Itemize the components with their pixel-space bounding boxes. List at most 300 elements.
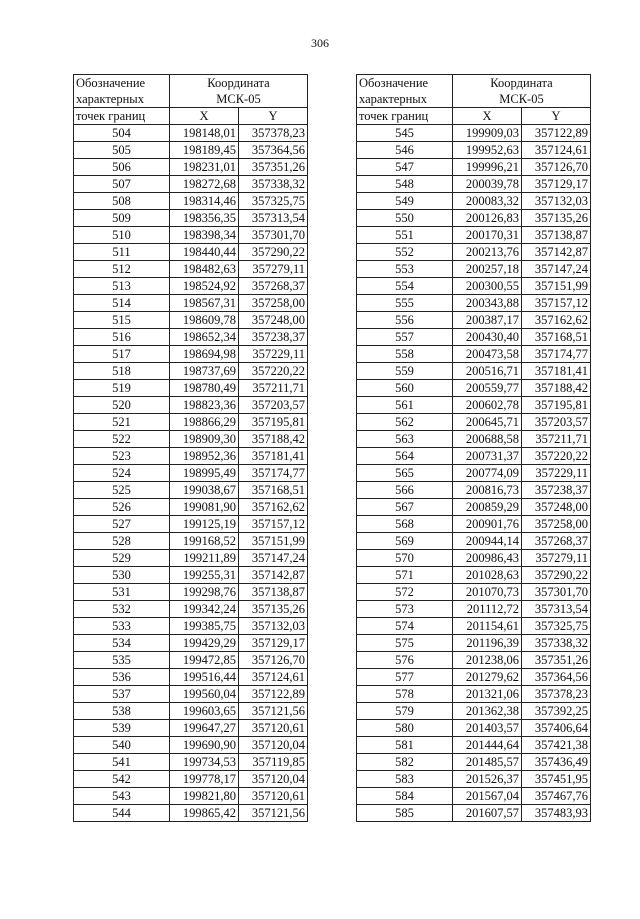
x-coordinate-cell: 199821,80 xyxy=(170,788,239,805)
point-id-cell: 573 xyxy=(357,601,453,618)
point-id-cell: 540 xyxy=(74,737,170,754)
point-id-cell: 538 xyxy=(74,703,170,720)
table-row xyxy=(357,635,591,652)
x-column-header: X xyxy=(170,108,239,125)
point-id-cell: 566 xyxy=(357,482,453,499)
table-row xyxy=(357,737,591,754)
y-coordinate-cell: 357290,22 xyxy=(239,244,308,261)
x-coordinate-cell: 199516,44 xyxy=(170,669,239,686)
point-id-cell: 558 xyxy=(357,346,453,363)
x-coordinate-cell: 198148,01 xyxy=(170,125,239,142)
y-coordinate-cell: 357120,04 xyxy=(239,737,308,754)
y-coordinate-cell: 357229,11 xyxy=(522,465,591,482)
y-coordinate-cell: 357301,70 xyxy=(239,227,308,244)
point-id-cell: 539 xyxy=(74,720,170,737)
x-coordinate-cell: 200516,71 xyxy=(453,363,522,380)
y-coordinate-cell: 357174,77 xyxy=(522,346,591,363)
x-coordinate-cell: 200387,17 xyxy=(453,312,522,329)
x-coordinate-cell: 199865,42 xyxy=(170,805,239,822)
point-id-cell: 544 xyxy=(74,805,170,822)
table-row xyxy=(74,754,308,771)
y-coordinate-cell: 357188,42 xyxy=(522,380,591,397)
point-id-cell: 549 xyxy=(357,193,453,210)
y-coordinate-cell: 357238,37 xyxy=(239,329,308,346)
table-row xyxy=(74,244,308,261)
table-row xyxy=(357,669,591,686)
table-row xyxy=(74,346,308,363)
y-coordinate-cell: 357220,22 xyxy=(239,363,308,380)
y-coordinate-cell: 357338,32 xyxy=(522,635,591,652)
coordinate-group-header xyxy=(453,75,591,108)
y-coordinate-cell: 357338,32 xyxy=(239,176,308,193)
y-coordinate-cell: 357120,04 xyxy=(239,771,308,788)
x-coordinate-cell: 201238,06 xyxy=(453,652,522,669)
table-row xyxy=(74,686,308,703)
table-row xyxy=(74,771,308,788)
x-coordinate-cell: 199560,04 xyxy=(170,686,239,703)
x-coordinate-cell: 199211,89 xyxy=(170,550,239,567)
point-id-cell: 513 xyxy=(74,278,170,295)
x-coordinate-cell: 198482,63 xyxy=(170,261,239,278)
point-id-cell: 520 xyxy=(74,397,170,414)
y-coordinate-cell: 357351,26 xyxy=(239,159,308,176)
point-id-cell: 514 xyxy=(74,295,170,312)
y-coordinate-cell: 357142,87 xyxy=(239,567,308,584)
x-coordinate-cell: 201567,04 xyxy=(453,788,522,805)
y-coordinate-cell: 357157,12 xyxy=(522,295,591,312)
y-coordinate-cell: 357126,70 xyxy=(239,652,308,669)
x-coordinate-cell: 198823,36 xyxy=(170,397,239,414)
x-coordinate-cell: 199342,24 xyxy=(170,601,239,618)
table-row xyxy=(357,465,591,482)
x-coordinate-cell: 200126,83 xyxy=(453,210,522,227)
y-coordinate-cell: 357378,23 xyxy=(522,686,591,703)
table-row xyxy=(74,312,308,329)
point-id-cell: 581 xyxy=(357,737,453,754)
point-id-cell: 533 xyxy=(74,618,170,635)
y-coordinate-cell: 357378,23 xyxy=(239,125,308,142)
point-id-cell: 526 xyxy=(74,499,170,516)
point-id-cell: 519 xyxy=(74,380,170,397)
point-id-cell: 536 xyxy=(74,669,170,686)
y-coordinate-cell: 357351,26 xyxy=(522,652,591,669)
label-line-3: точек границ xyxy=(74,108,170,125)
point-id-cell: 569 xyxy=(357,533,453,550)
point-id-cell: 585 xyxy=(357,805,453,822)
y-coordinate-cell: 357188,42 xyxy=(239,431,308,448)
label-line-2: характерных xyxy=(359,92,427,106)
y-coordinate-cell: 357138,87 xyxy=(239,584,308,601)
table-row xyxy=(357,414,591,431)
y-coordinate-cell: 357258,00 xyxy=(239,295,308,312)
table-row xyxy=(357,159,591,176)
y-coordinate-cell: 357313,54 xyxy=(239,210,308,227)
y-coordinate-cell: 357138,87 xyxy=(522,227,591,244)
table-row xyxy=(74,499,308,516)
y-coordinate-cell: 357147,24 xyxy=(239,550,308,567)
point-id-cell: 568 xyxy=(357,516,453,533)
x-coordinate-cell: 198189,45 xyxy=(170,142,239,159)
table-row xyxy=(74,227,308,244)
coordinate-group-header xyxy=(170,75,308,108)
y-coordinate-cell: 357119,85 xyxy=(239,754,308,771)
x-coordinate-cell: 200473,58 xyxy=(453,346,522,363)
point-id-cell: 518 xyxy=(74,363,170,380)
y-coordinate-cell: 357124,61 xyxy=(522,142,591,159)
x-coordinate-cell: 199081,90 xyxy=(170,499,239,516)
y-coordinate-cell: 357142,87 xyxy=(522,244,591,261)
point-id-cell: 508 xyxy=(74,193,170,210)
point-id-cell: 552 xyxy=(357,244,453,261)
table-row xyxy=(357,448,591,465)
table-row xyxy=(357,397,591,414)
point-id-cell: 548 xyxy=(357,176,453,193)
table-row xyxy=(357,703,591,720)
point-id-cell: 535 xyxy=(74,652,170,669)
table-row xyxy=(357,618,591,635)
x-coordinate-cell: 199690,90 xyxy=(170,737,239,754)
y-column-header: Y xyxy=(522,108,591,125)
y-coordinate-cell: 357126,70 xyxy=(522,159,591,176)
point-id-cell: 542 xyxy=(74,771,170,788)
x-coordinate-cell: 200774,09 xyxy=(453,465,522,482)
y-coordinate-cell: 357162,62 xyxy=(522,312,591,329)
table-row xyxy=(74,448,308,465)
y-coordinate-cell: 357211,71 xyxy=(522,431,591,448)
y-coordinate-cell: 357157,12 xyxy=(239,516,308,533)
x-coordinate-cell: 199909,03 xyxy=(453,125,522,142)
x-coordinate-cell: 201444,64 xyxy=(453,737,522,754)
table-row xyxy=(74,618,308,635)
point-id-cell: 507 xyxy=(74,176,170,193)
table-row xyxy=(357,278,591,295)
label-line-1: Обозначение xyxy=(359,76,429,90)
table-row xyxy=(357,533,591,550)
group-line-2: МСК-05 xyxy=(499,92,544,106)
x-coordinate-cell: 199385,75 xyxy=(170,618,239,635)
x-coordinate-cell: 198652,34 xyxy=(170,329,239,346)
table-row xyxy=(357,295,591,312)
x-coordinate-cell: 200213,76 xyxy=(453,244,522,261)
point-id-cell: 550 xyxy=(357,210,453,227)
y-coordinate-cell: 357162,62 xyxy=(239,499,308,516)
y-coordinate-cell: 357325,75 xyxy=(239,193,308,210)
point-id-cell: 554 xyxy=(357,278,453,295)
x-coordinate-cell: 201321,06 xyxy=(453,686,522,703)
y-coordinate-cell: 357120,61 xyxy=(239,720,308,737)
y-coordinate-cell: 357258,00 xyxy=(522,516,591,533)
x-coordinate-cell: 199647,27 xyxy=(170,720,239,737)
point-id-cell: 506 xyxy=(74,159,170,176)
table-row xyxy=(357,142,591,159)
table-row xyxy=(74,261,308,278)
x-coordinate-cell: 201154,61 xyxy=(453,618,522,635)
point-id-cell: 560 xyxy=(357,380,453,397)
point-id-cell: 563 xyxy=(357,431,453,448)
table-row xyxy=(74,482,308,499)
x-coordinate-cell: 200645,71 xyxy=(453,414,522,431)
point-id-cell: 525 xyxy=(74,482,170,499)
x-coordinate-cell: 201485,57 xyxy=(453,754,522,771)
point-id-cell: 574 xyxy=(357,618,453,635)
x-coordinate-cell: 199603,65 xyxy=(170,703,239,720)
point-id-cell: 505 xyxy=(74,142,170,159)
table-row xyxy=(74,635,308,652)
point-id-cell: 570 xyxy=(357,550,453,567)
table-row xyxy=(74,278,308,295)
y-coordinate-cell: 357147,24 xyxy=(522,261,591,278)
table-row xyxy=(357,499,591,516)
point-id-cell: 557 xyxy=(357,329,453,346)
table-row xyxy=(74,516,308,533)
y-column-header: Y xyxy=(239,108,308,125)
y-coordinate-cell: 357406,64 xyxy=(522,720,591,737)
point-id-cell: 510 xyxy=(74,227,170,244)
y-coordinate-cell: 357181,41 xyxy=(239,448,308,465)
point-id-cell: 541 xyxy=(74,754,170,771)
x-coordinate-cell: 200731,37 xyxy=(453,448,522,465)
y-coordinate-cell: 357151,99 xyxy=(239,533,308,550)
y-coordinate-cell: 357195,81 xyxy=(522,397,591,414)
x-coordinate-cell: 199778,17 xyxy=(170,771,239,788)
x-coordinate-cell: 201607,57 xyxy=(453,805,522,822)
point-id-cell: 531 xyxy=(74,584,170,601)
table-row xyxy=(357,227,591,244)
point-id-cell: 528 xyxy=(74,533,170,550)
point-id-cell: 527 xyxy=(74,516,170,533)
y-coordinate-cell: 357135,26 xyxy=(239,601,308,618)
point-id-cell: 521 xyxy=(74,414,170,431)
y-coordinate-cell: 357392,25 xyxy=(522,703,591,720)
table-row xyxy=(357,720,591,737)
y-coordinate-cell: 357268,37 xyxy=(239,278,308,295)
x-coordinate-cell: 199298,76 xyxy=(170,584,239,601)
table-row xyxy=(357,312,591,329)
y-coordinate-cell: 357168,51 xyxy=(239,482,308,499)
y-coordinate-cell: 357121,56 xyxy=(239,805,308,822)
table-row xyxy=(357,601,591,618)
table-row xyxy=(74,533,308,550)
table-row xyxy=(357,805,591,822)
y-coordinate-cell: 357129,17 xyxy=(239,635,308,652)
point-id-cell: 579 xyxy=(357,703,453,720)
table-row xyxy=(74,431,308,448)
point-id-cell: 546 xyxy=(357,142,453,159)
point-id-cell: 523 xyxy=(74,448,170,465)
x-coordinate-cell: 198272,68 xyxy=(170,176,239,193)
table-row xyxy=(357,176,591,193)
x-coordinate-cell: 200816,73 xyxy=(453,482,522,499)
y-coordinate-cell: 357451,95 xyxy=(522,771,591,788)
x-coordinate-cell: 200039,78 xyxy=(453,176,522,193)
table-row xyxy=(357,363,591,380)
y-coordinate-cell: 357364,56 xyxy=(522,669,591,686)
x-coordinate-cell: 201028,63 xyxy=(453,567,522,584)
table-row xyxy=(357,346,591,363)
x-coordinate-cell: 201112,72 xyxy=(453,601,522,618)
point-id-cell: 529 xyxy=(74,550,170,567)
group-line-2: МСК-05 xyxy=(216,92,261,106)
table-row xyxy=(357,652,591,669)
x-coordinate-cell: 201362,38 xyxy=(453,703,522,720)
table-row xyxy=(74,788,308,805)
label-line-3: точек границ xyxy=(357,108,453,125)
table-row xyxy=(74,159,308,176)
y-coordinate-cell: 357211,71 xyxy=(239,380,308,397)
x-column-header: X xyxy=(453,108,522,125)
coordinates-table-right xyxy=(356,74,591,822)
y-coordinate-cell: 357483,93 xyxy=(522,805,591,822)
point-id-cell: 553 xyxy=(357,261,453,278)
table-row xyxy=(357,193,591,210)
point-id-cell: 562 xyxy=(357,414,453,431)
y-coordinate-cell: 357151,99 xyxy=(522,278,591,295)
y-coordinate-cell: 357436,49 xyxy=(522,754,591,771)
point-id-cell: 530 xyxy=(74,567,170,584)
y-coordinate-cell: 357290,22 xyxy=(522,567,591,584)
table-row xyxy=(357,125,591,142)
table-row xyxy=(357,482,591,499)
x-coordinate-cell: 200083,32 xyxy=(453,193,522,210)
x-coordinate-cell: 198866,29 xyxy=(170,414,239,431)
point-id-cell: 532 xyxy=(74,601,170,618)
x-coordinate-cell: 201070,73 xyxy=(453,584,522,601)
x-coordinate-cell: 200602,78 xyxy=(453,397,522,414)
y-coordinate-cell: 357121,56 xyxy=(239,703,308,720)
x-coordinate-cell: 198694,98 xyxy=(170,346,239,363)
table-row xyxy=(74,805,308,822)
x-coordinate-cell: 201196,39 xyxy=(453,635,522,652)
coordinates-table-left xyxy=(73,74,308,822)
page-number: 306 xyxy=(311,36,329,50)
x-coordinate-cell: 201403,57 xyxy=(453,720,522,737)
table-row xyxy=(357,431,591,448)
left-table-body xyxy=(74,125,308,822)
x-coordinate-cell: 198524,92 xyxy=(170,278,239,295)
x-coordinate-cell: 198780,49 xyxy=(170,380,239,397)
x-coordinate-cell: 199472,85 xyxy=(170,652,239,669)
point-id-cell: 567 xyxy=(357,499,453,516)
point-id-cell: 509 xyxy=(74,210,170,227)
point-id-cell: 547 xyxy=(357,159,453,176)
table-row xyxy=(357,550,591,567)
y-coordinate-cell: 357248,00 xyxy=(522,499,591,516)
y-coordinate-cell: 357132,03 xyxy=(239,618,308,635)
table-row xyxy=(74,210,308,227)
x-coordinate-cell: 198567,31 xyxy=(170,295,239,312)
x-coordinate-cell: 201526,37 xyxy=(453,771,522,788)
table-row xyxy=(74,669,308,686)
y-coordinate-cell: 357195,81 xyxy=(239,414,308,431)
x-coordinate-cell: 200944,14 xyxy=(453,533,522,550)
x-coordinate-cell: 199038,67 xyxy=(170,482,239,499)
table-row xyxy=(74,703,308,720)
right-table-body xyxy=(357,125,591,822)
y-coordinate-cell: 357122,89 xyxy=(239,686,308,703)
point-id-cell: 537 xyxy=(74,686,170,703)
point-id-cell: 577 xyxy=(357,669,453,686)
table-row xyxy=(357,567,591,584)
table-row xyxy=(74,295,308,312)
table-row xyxy=(74,142,308,159)
x-coordinate-cell: 198995,49 xyxy=(170,465,239,482)
table-row xyxy=(357,686,591,703)
point-id-cell: 583 xyxy=(357,771,453,788)
y-coordinate-cell: 357421,38 xyxy=(522,737,591,754)
table-row xyxy=(74,414,308,431)
x-coordinate-cell: 198609,78 xyxy=(170,312,239,329)
y-coordinate-cell: 357129,17 xyxy=(522,176,591,193)
table-row xyxy=(74,567,308,584)
point-id-cell: 584 xyxy=(357,788,453,805)
x-coordinate-cell: 199255,31 xyxy=(170,567,239,584)
table-row xyxy=(357,788,591,805)
y-coordinate-cell: 357135,26 xyxy=(522,210,591,227)
point-id-cell: 517 xyxy=(74,346,170,363)
x-coordinate-cell: 200986,43 xyxy=(453,550,522,567)
table-row xyxy=(74,584,308,601)
table-row xyxy=(74,125,308,142)
point-id-cell: 565 xyxy=(357,465,453,482)
table-row xyxy=(357,584,591,601)
x-coordinate-cell: 198356,35 xyxy=(170,210,239,227)
x-coordinate-cell: 200343,88 xyxy=(453,295,522,312)
y-coordinate-cell: 357301,70 xyxy=(522,584,591,601)
x-coordinate-cell: 200300,55 xyxy=(453,278,522,295)
table-row xyxy=(74,465,308,482)
point-id-cell: 572 xyxy=(357,584,453,601)
x-coordinate-cell: 199952,63 xyxy=(453,142,522,159)
x-coordinate-cell: 200430,40 xyxy=(453,329,522,346)
table-row xyxy=(74,652,308,669)
y-coordinate-cell: 357313,54 xyxy=(522,601,591,618)
y-coordinate-cell: 357122,89 xyxy=(522,125,591,142)
x-coordinate-cell: 198952,36 xyxy=(170,448,239,465)
y-coordinate-cell: 357279,11 xyxy=(239,261,308,278)
point-id-cell: 559 xyxy=(357,363,453,380)
table-row xyxy=(74,363,308,380)
y-coordinate-cell: 357364,56 xyxy=(239,142,308,159)
point-id-cell: 516 xyxy=(74,329,170,346)
x-coordinate-cell: 199996,21 xyxy=(453,159,522,176)
point-id-cell: 564 xyxy=(357,448,453,465)
table-row xyxy=(357,516,591,533)
y-coordinate-cell: 357132,03 xyxy=(522,193,591,210)
x-coordinate-cell: 198314,46 xyxy=(170,193,239,210)
x-coordinate-cell: 198440,44 xyxy=(170,244,239,261)
label-line-1: Обозначение xyxy=(76,76,146,90)
point-id-cell: 580 xyxy=(357,720,453,737)
y-coordinate-cell: 357168,51 xyxy=(522,329,591,346)
point-id-cell: 545 xyxy=(357,125,453,142)
point-id-cell: 571 xyxy=(357,567,453,584)
point-label-header xyxy=(357,75,453,108)
point-id-cell: 524 xyxy=(74,465,170,482)
y-coordinate-cell: 357203,57 xyxy=(522,414,591,431)
y-coordinate-cell: 357467,76 xyxy=(522,788,591,805)
x-coordinate-cell: 200257,18 xyxy=(453,261,522,278)
x-coordinate-cell: 200559,77 xyxy=(453,380,522,397)
x-coordinate-cell: 200688,58 xyxy=(453,431,522,448)
y-coordinate-cell: 357248,00 xyxy=(239,312,308,329)
point-id-cell: 512 xyxy=(74,261,170,278)
point-id-cell: 543 xyxy=(74,788,170,805)
table-row xyxy=(74,380,308,397)
x-coordinate-cell: 200901,76 xyxy=(453,516,522,533)
y-coordinate-cell: 357174,77 xyxy=(239,465,308,482)
x-coordinate-cell: 199734,53 xyxy=(170,754,239,771)
point-id-cell: 534 xyxy=(74,635,170,652)
